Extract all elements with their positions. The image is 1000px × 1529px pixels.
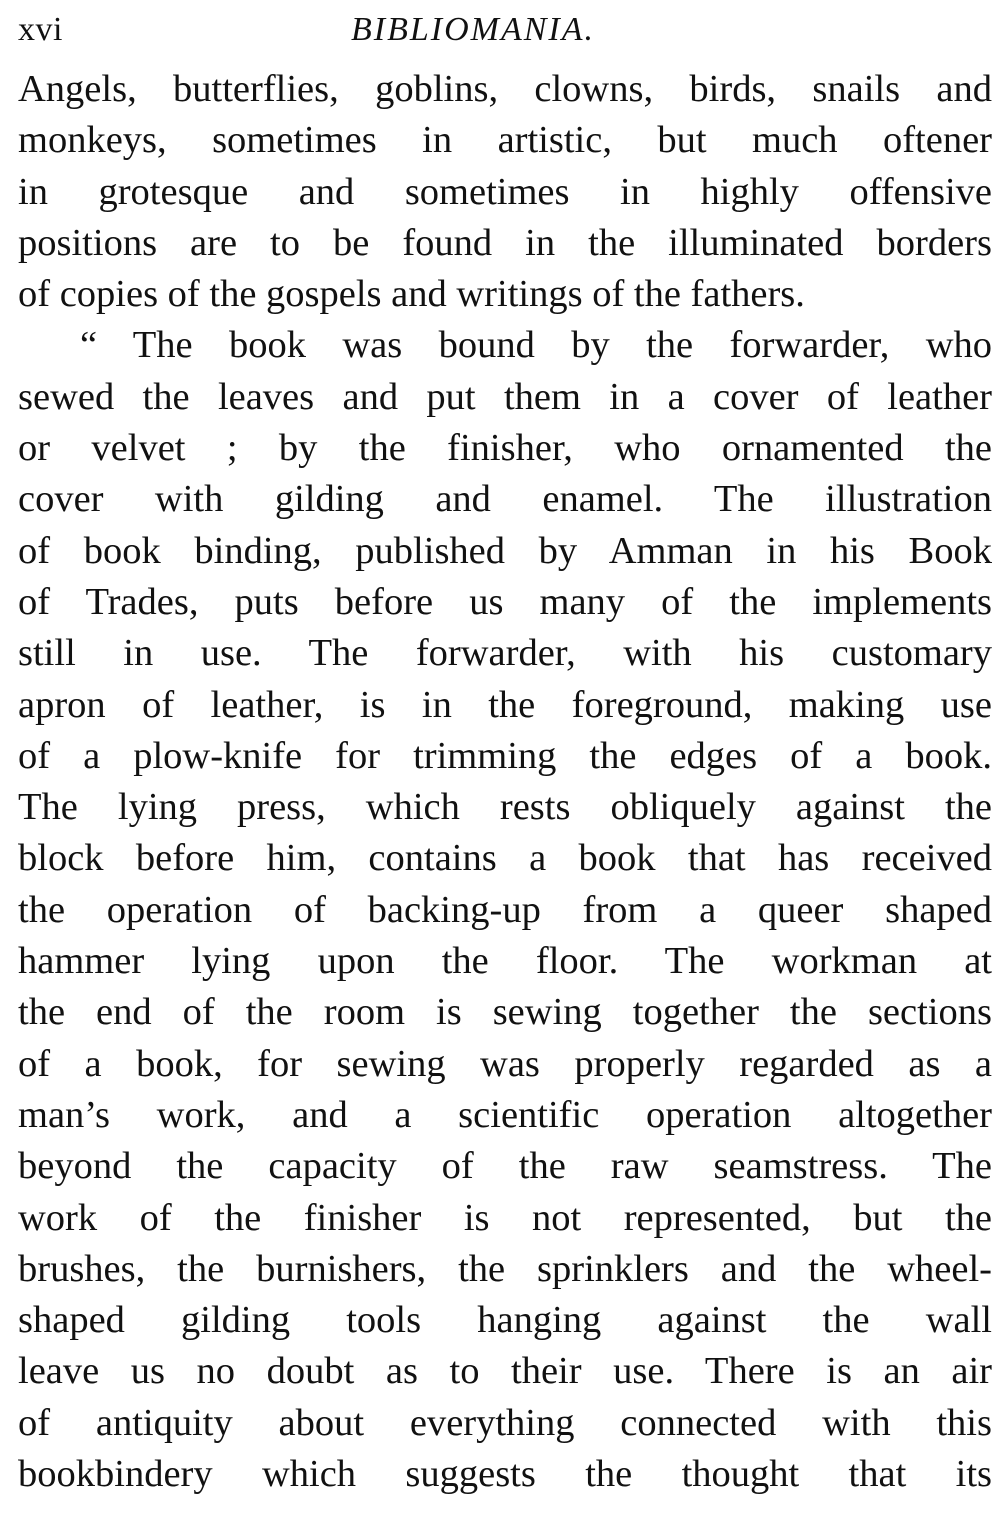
text-line: of book binding, published by Amman in his Book: [18, 529, 992, 572]
running-title: BIBLIOMANIA.: [351, 11, 596, 48]
text-line: the end of the room is sewing together the sections: [18, 991, 992, 1034]
text-line: of a book, for sewing was properly regarded as a: [18, 1042, 992, 1085]
text-line: monkeys, sometimes in artistic, but much oftener: [18, 119, 992, 162]
text-line: in grotesque and sometimes in highly offensive: [18, 170, 992, 213]
running-head: [18, 6, 992, 64]
text-line: The lying press, which rests obliquely against the: [18, 786, 992, 829]
page-number: xvi: [18, 11, 63, 48]
text-line: positions are to be found in the illuminated borders: [18, 221, 992, 264]
text-line: still in use. The forwarder, with his customary: [18, 632, 992, 675]
text-line: leave us no doubt as to their use. There is an air: [18, 1350, 992, 1393]
text-line: apron of leather, is in the foreground, making use: [18, 683, 992, 726]
text-line: the operation of backing-up from a queer shaped: [18, 888, 992, 931]
text-line: “ The book was bound by the forwarder, who: [80, 324, 992, 367]
text-line: or velvet ; by the finisher, who ornamented the: [18, 427, 992, 470]
book-page: [18, 6, 992, 1521]
text-line: cover with gilding and enamel. The illustration: [18, 478, 992, 521]
text-line: beyond the capacity of the raw seamstress. The: [18, 1145, 992, 1188]
body-text: [18, 64, 992, 1500]
text-line: sewed the leaves and put them in a cover of leather: [18, 375, 992, 418]
text-line: of antiquity about everything connected with this: [18, 1401, 992, 1444]
paragraph-2: [18, 320, 992, 1500]
text-line: block before him, contains a book that has received: [18, 837, 992, 880]
text-line: Angels, butterflies, goblins, clowns, birds, snails and: [18, 68, 992, 110]
text-line: of copies of the gospels and writings of the fathers.: [18, 273, 805, 316]
text-line: work of the finisher is not represented, but the: [18, 1196, 992, 1239]
text-line: of Trades, puts before us many of the implements: [18, 580, 992, 623]
text-line: shaped gilding tools hanging against the wall: [18, 1299, 992, 1342]
text-line: man’s work, and a scientific operation altogether: [18, 1093, 992, 1136]
text-line: bookbindery which suggests the thought that its: [18, 1453, 992, 1496]
text-line: of a plow-knife for trimming the edges of a book.: [18, 734, 992, 777]
paragraph-1: [18, 64, 992, 320]
text-line: brushes, the burnishers, the sprinklers and the wheel-: [18, 1247, 992, 1290]
text-line: hammer lying upon the floor. The workman at: [18, 940, 992, 983]
